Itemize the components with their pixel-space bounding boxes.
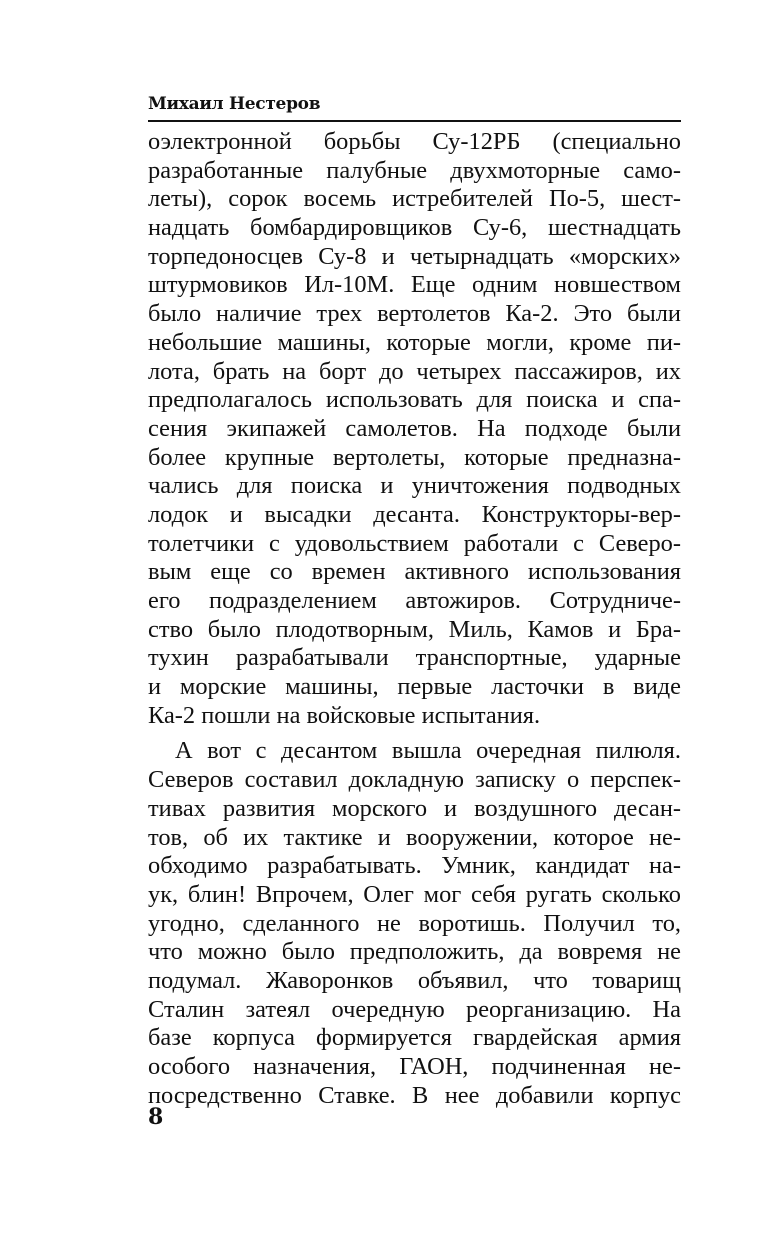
text-line: базе корпуса формируется гвардейская армия — [148, 1024, 681, 1052]
page-number: 8 — [148, 1104, 164, 1130]
text-line: особого назначения, ГАОН, подчиненная не- — [148, 1053, 681, 1080]
text-line: штурмовиков Ил-10М. Еще одним новшеством — [148, 271, 681, 299]
text-line: Северов составил докладную записку о перспек- — [148, 766, 681, 794]
text-line: лодок и высадки десанта. Конструкторы-вер- — [148, 500, 681, 528]
text-line: чались для поиска и уничтожения подводных — [148, 472, 681, 500]
text-line: было наличие трех вертолетов Ка-2. Это были — [148, 300, 681, 328]
text-line: вым еще со времен активного использования — [148, 558, 681, 586]
text-line: небольшие машины, которые могли, кроме пи- — [148, 328, 681, 356]
running-header-author: Михаил Нестеров — [148, 94, 321, 114]
text-line: ство было плодотворным, Миль, Камов и Бра- — [148, 615, 681, 643]
body-text — [148, 128, 681, 1110]
text-line: обходимо разрабатывать. Умник, кандидат на- — [148, 852, 681, 880]
text-line: А вот с десантом вышла очередная пилюля. — [175, 737, 681, 765]
text-line: лота, брать на борт до четырех пассажиров, их — [148, 357, 681, 385]
text-line: тов, об их тактике и вооружении, которое не- — [148, 823, 681, 851]
paragraph-1 — [148, 128, 681, 730]
paragraph-2 — [148, 737, 681, 1110]
text-line: что можно было предположить, да вовремя не — [148, 938, 681, 966]
text-line: леты), сорок восемь истребителей По-5, шест- — [148, 185, 681, 213]
text-line: сения экипажей самолетов. На подходе были — [148, 414, 681, 442]
text-line: его подразделением автожиров. Сотрудниче- — [148, 587, 681, 614]
text-line: ук, блин! Впрочем, Олег мог себя ругать сколько — [148, 880, 681, 908]
text-line: более крупные вертолеты, которые предназна- — [148, 443, 681, 471]
text-line: предполагалось использовать для поиска и спа- — [148, 386, 681, 414]
text-line: тивах развития морского и воздушного десан- — [148, 794, 681, 822]
text-line: тухин разрабатывали транспортные, ударные — [148, 644, 681, 672]
text-line: надцать бомбардировщиков Су-6, шестнадцать — [148, 214, 681, 242]
text-line: оэлектронной борьбы Су-12РБ (специально — [148, 128, 681, 155]
text-line: толетчики с удовольствием работали с Северо- — [148, 529, 681, 557]
text-line: Ка-2 пошли на войсковые испытания. — [148, 701, 541, 729]
running-header — [148, 92, 681, 122]
text-line: торпедоносцев Су-8 и четырнадцать «морских» — [148, 242, 681, 270]
text-line: разработанные палубные двухмоторные само- — [148, 156, 681, 184]
text-line: посредственно Ставке. В нее добавили корпус — [148, 1081, 681, 1109]
text-line: Сталин затеял очередную реорганизацию. На — [148, 995, 681, 1023]
text-line: подумал. Жаворонков объявил, что товарищ — [148, 966, 681, 994]
text-line: и морские машины, первые ласточки в виде — [148, 673, 681, 701]
text-line: угодно, сделанного не воротишь. Получил то, — [148, 909, 681, 937]
